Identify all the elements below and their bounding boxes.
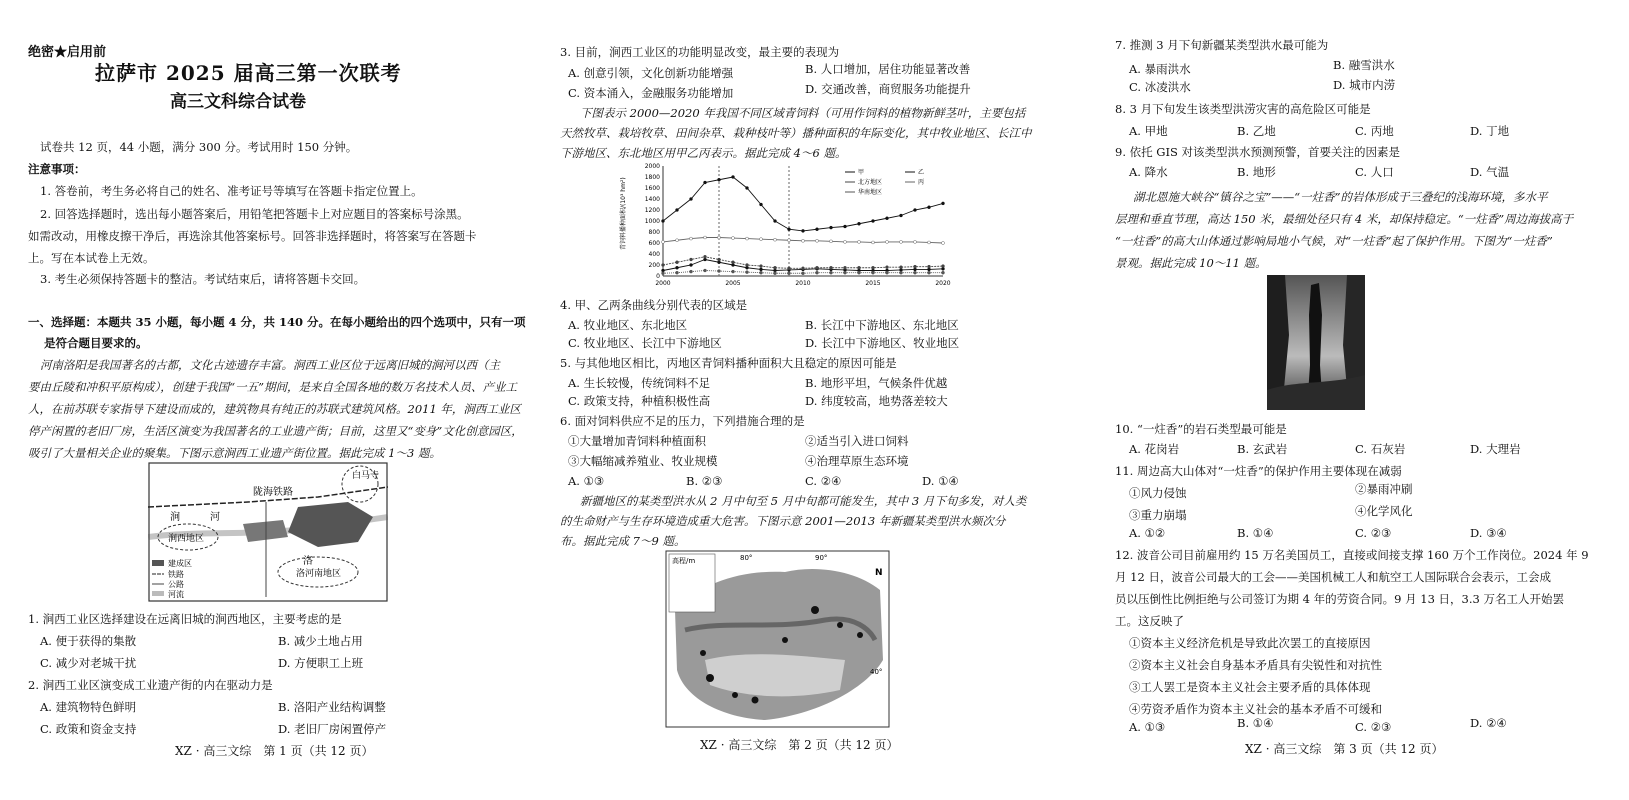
legend-river: 河流 (168, 590, 184, 599)
data-point (858, 240, 861, 243)
data-point (886, 217, 889, 220)
legend-label: 甲 (858, 169, 865, 176)
passage-line-2: 要由丘陵和冲积平原构成），创建于我国“一五”期间，是来自全国各地的数万名技术人员、产业工 (28, 380, 518, 394)
data-point (816, 228, 819, 231)
data-point (746, 271, 749, 274)
data-point (746, 187, 749, 190)
p2-passage-1: 下图表示 2000—2020 年我国不同区域青饲料（可用作饲料的植物新鲜茎叶，主要包括 (580, 106, 1026, 120)
data-point (830, 240, 833, 243)
q6-stem: 6. 面对饲料供应不足的压力，下列措施合理的是 (560, 414, 805, 428)
exam-title: 拉萨市 2025 届高三第一次联考 (95, 61, 402, 85)
q6-item-4: ④治理草原生态环境 (805, 454, 909, 468)
notice-heading: 注意事项： (28, 162, 86, 176)
notice-3: 3. 考生必须保持答题卡的整洁。考试结束后，请将答题卡交回。 (40, 272, 366, 286)
passage-line-4: 停产闲置的老旧厂房，生活区演变为我国著名的工业遗产街；目前，这里又“变身”文化创意园区， (28, 424, 523, 438)
q6-opt-d: D. ①④ (922, 474, 959, 488)
q3-opt-c: C. 资本涌入，金融服务功能增加 (568, 86, 734, 100)
legend-river-swatch (152, 591, 164, 596)
q1-opt-c: C. 减少对老城干扰 (40, 656, 137, 670)
data-point (872, 271, 875, 274)
lon-80-label: 80° (740, 554, 753, 562)
data-point (802, 229, 805, 232)
notice-2b: 如需改动，用橡皮擦干净后，再选涂其他答案标号。回答非选择题时，将答案写在答题卡 (28, 229, 477, 243)
data-point (872, 220, 875, 223)
q6-item-1: ①大量增加青饲料种植面积 (568, 434, 706, 448)
data-point (802, 267, 805, 270)
data-point (872, 266, 875, 269)
baima-label: 白马寺 (352, 471, 380, 481)
data-point (760, 203, 763, 206)
flood-dot (706, 674, 714, 682)
p2-passage-3: 下游地区、东北地区用甲乙丙表示。据此完成 4～6 题。 (560, 146, 847, 160)
q10-opt-d: D. 大理岩 (1470, 442, 1521, 456)
data-point (732, 261, 735, 264)
data-point (760, 238, 763, 241)
data-point (704, 181, 707, 184)
data-point (830, 271, 833, 274)
legend-label: 北方地区 (858, 179, 883, 186)
page-1 (0, 0, 560, 800)
x-tick-label: 2000 (655, 280, 671, 287)
x-tick-label: 2015 (865, 280, 881, 287)
q11-item-3: ③重力崩塌 (1129, 508, 1187, 522)
q6-opt-c: C. ②④ (805, 474, 842, 488)
lat-40-label: 40° (870, 668, 883, 676)
q6-opt-a: A. ①③ (568, 474, 605, 488)
p3-passage-2: 层理和垂直节理，高达 150 米，最细处径只有 4 米，却保持稳定。“一炷香”周边海拔高于 (1115, 212, 1574, 226)
p2-passage2-2: 的生命财产与生存环境造成重大危害。下图示意 2001—2013 年新疆某类型洪水频次分 (560, 514, 1006, 528)
page-2 (560, 0, 1115, 800)
data-point (788, 228, 791, 231)
legend-title: 高程/m (672, 557, 696, 565)
q5-opt-a: A. 生长较慢，传统饲料不足 (568, 376, 711, 390)
q7-opt-d: D. 城市内涝 (1333, 78, 1396, 92)
q4-opt-c: C. 牧业地区、长江中下游地区 (568, 336, 722, 350)
data-point (662, 220, 665, 223)
q8-opt-d: D. 丁地 (1470, 124, 1510, 138)
p2-passage2-1: 新疆地区的某类型洪水从 2 月中旬至 5 月中旬都可能发生，其中 3 月下旬多发，对人类 (580, 494, 1027, 508)
data-point (704, 236, 707, 239)
q8-opt-a: A. 甲地 (1129, 124, 1168, 138)
data-point (900, 266, 903, 269)
q4-opt-b: B. 长江中下游地区、东北地区 (805, 318, 959, 332)
data-point (774, 220, 777, 223)
flood-dot (782, 637, 788, 643)
legend-built-swatch (152, 560, 164, 566)
data-point (774, 238, 777, 241)
data-point (662, 240, 665, 243)
notice-1: 1. 答卷前，考生务必将自己的姓名、准考证号等填写在答题卡指定位置上。 (40, 184, 423, 198)
legend-label: 华南地区 (858, 189, 883, 196)
yizhuxiang-photo (1267, 275, 1365, 410)
flood-dot (700, 650, 706, 656)
river-label: 河 (210, 512, 220, 523)
q6-item-2: ②适当引入进口饲料 (805, 434, 909, 448)
q11-opt-b: B. ①④ (1237, 526, 1274, 540)
data-point (690, 258, 693, 261)
data-point (662, 264, 665, 267)
data-point (774, 272, 777, 275)
data-point (886, 266, 889, 269)
page-1-footer: XZ · 高三文综 第 1 页（共 12 页） (175, 744, 374, 758)
data-point (942, 242, 945, 245)
flood-dot (732, 692, 738, 698)
notice-2c: 上。写在本试卷上无效。 (28, 251, 155, 265)
flood-dot (752, 697, 759, 704)
data-point (858, 266, 861, 269)
data-point (718, 258, 721, 261)
q5-opt-b: B. 地形平坦，气候条件优越 (805, 376, 948, 390)
q11-item-4: ④化学风化 (1355, 504, 1413, 518)
flood-dot (811, 606, 819, 614)
data-point (844, 266, 847, 269)
luonan-label: 洛河南地区 (296, 569, 342, 579)
q1-opt-b: B. 减少土地占用 (278, 634, 363, 648)
q3-opt-b: B. 人口增加，居住功能显著改善 (805, 62, 971, 76)
y-tick-label: 1600 (644, 185, 660, 192)
flood-dot (857, 632, 863, 638)
p3-passage-4: 景观。据此完成 10～11 题。 (1115, 256, 1267, 270)
p2-passage2-3: 布。据此完成 7～9 题。 (560, 534, 686, 548)
p2-passage-2: 天然牧草、栽培牧草、田间杂草、栽种枝叶等）播种面积的年际变化，其中牧业地区、长江中 (560, 126, 1032, 140)
data-point (746, 237, 749, 240)
legend-road: 公路 (168, 580, 184, 589)
y-tick-label: 1200 (644, 207, 660, 214)
data-point (816, 239, 819, 242)
y-tick-label: 1800 (644, 174, 660, 181)
data-point (914, 271, 917, 274)
data-point (760, 271, 763, 274)
data-point (816, 271, 819, 274)
x-tick-label: 2005 (725, 280, 741, 287)
page-3 (1115, 0, 1629, 800)
data-point (858, 271, 861, 274)
feed-area-chart (615, 160, 955, 295)
q12-opt-b: B. ①④ (1237, 716, 1274, 730)
data-point (690, 198, 693, 201)
data-point (732, 270, 735, 273)
data-point (900, 240, 903, 243)
section-heading-2: 是符合题目要求的。 (44, 336, 148, 350)
q11-stem: 11. 周边高大山体对“一炷香”的保护作用主要体现在减弱 (1115, 464, 1402, 478)
q9-opt-c: C. 人口 (1355, 165, 1394, 179)
series-line-0 (663, 177, 943, 231)
q4-stem: 4. 甲、乙两条曲线分别代表的区域是 (560, 298, 748, 312)
data-point (830, 266, 833, 269)
q7-opt-a: A. 暴雨洪水 (1129, 62, 1191, 76)
jian-label: 涧 (170, 512, 180, 523)
q12-item-4: ④劳资矛盾作为资本主义社会的基本矛盾不可缓和 (1129, 702, 1382, 716)
page-2-footer: XZ · 高三文综 第 2 页（共 12 页） (700, 738, 899, 752)
data-point (942, 271, 945, 274)
data-point (900, 271, 903, 274)
q9-stem: 9. 依托 GIS 对该类型洪水预测预警，首要关注的因素是 (1115, 145, 1401, 159)
q3-stem: 3. 目前，涧西工业区的功能明显改变，最主要的表现为 (560, 45, 840, 59)
y-axis-label: 青饲料播种面积/(10³ hm²) (620, 177, 627, 250)
y-tick-label: 600 (648, 240, 660, 247)
flood-dot (837, 622, 843, 628)
data-point (732, 237, 735, 240)
data-point (802, 239, 805, 242)
data-point (760, 265, 763, 268)
q11-opt-c: C. ②③ (1355, 526, 1392, 540)
q2-stem: 2. 涧西工业区演变成工业遗产街的内在驱动力是 (28, 678, 273, 692)
q8-opt-c: C. 丙地 (1355, 124, 1394, 138)
data-point (690, 270, 693, 273)
data-point (774, 266, 777, 269)
data-point (704, 255, 707, 258)
q4-opt-d: D. 长江中下游地区、牧业地区 (805, 336, 960, 350)
data-point (704, 269, 707, 272)
q1-opt-a: A. 便于获得的集散 (40, 634, 137, 648)
q12-line-4: 工。这反映了 (1115, 614, 1184, 628)
q7-opt-c: C. 冰凌洪水 (1129, 80, 1191, 94)
xinjiang-flood-map (665, 550, 890, 728)
notice-2: 2. 回答选择题时，选出每小题答案后，用铅笔把答题卡上对应题目的答案标号涂黑。 (40, 207, 469, 221)
data-point (760, 268, 763, 271)
q1-opt-d: D. 方便职工上班 (278, 656, 364, 670)
data-point (718, 236, 721, 239)
data-point (942, 265, 945, 268)
data-point (844, 240, 847, 243)
q10-stem: 10. “一炷香”的岩石类型最可能是 (1115, 422, 1287, 436)
data-point (886, 271, 889, 274)
jianxi-label: 涧西地区 (168, 534, 205, 544)
data-point (928, 271, 931, 274)
q8-opt-b: B. 乙地 (1237, 124, 1276, 138)
y-tick-label: 1000 (644, 218, 660, 225)
data-point (788, 239, 791, 242)
y-tick-label: 2000 (644, 163, 660, 170)
q8-stem: 8. 3 月下旬发生该类型洪涝灾害的高危险区可能是 (1115, 102, 1371, 116)
data-point (718, 178, 721, 181)
exam-info: 试卷共 12 页，44 小题，满分 300 分。考试用时 150 分钟。 (40, 140, 358, 154)
data-point (844, 225, 847, 228)
section-heading: 一、选择题：本题共 35 小题，每小题 4 分，共 140 分。在每小题给出的四个选项中，只有一项 (28, 315, 526, 329)
q12-line-1: 12. 波音公司目前雇用约 15 万名美国员工，直接或间接支撑 160 万个工作岗位。2024 年 9 (1115, 548, 1589, 562)
q12-line-2: 月 12 日，波音公司最大的工会——美国机械工人和航空工人国际联合会表示，工会成 (1115, 570, 1551, 584)
q3-opt-a: A. 创意引领，文化创新功能增强 (568, 66, 734, 80)
q5-stem: 5. 与其他地区相比，丙地区青饲料播种面积大且稳定的原因可能是 (560, 356, 897, 370)
q4-opt-a: A. 牧业地区、东北地区 (568, 318, 688, 332)
legend-built: 建成区 (168, 559, 192, 568)
data-point (900, 214, 903, 217)
q10-opt-b: B. 玄武岩 (1237, 442, 1288, 456)
data-point (858, 222, 861, 225)
data-point (928, 265, 931, 268)
y-tick-label: 800 (648, 229, 660, 236)
q2-opt-a: A. 建筑物特色鲜明 (40, 700, 137, 714)
q12-opt-a: A. ①③ (1129, 720, 1166, 734)
q12-item-3: ③工人罢工是资本主义社会主要矛盾的具体体现 (1129, 680, 1371, 694)
data-point (914, 265, 917, 268)
x-tick-label: 2010 (795, 280, 811, 287)
p3-passage-1: 湖北恩施大峡谷“镇谷之宝”——“一炷香”的岩体形成于三叠纪的浅海环境，多水平 (1133, 190, 1548, 204)
passage-line-5: 吸引了大量相关企业的聚集。下图示意涧西工业遗产街位置。据此完成 1～3 题。 (28, 446, 441, 460)
data-point (802, 272, 805, 275)
q11-opt-a: A. ①② (1129, 526, 1166, 540)
series-group (662, 176, 945, 275)
page-3-footer: XZ · 高三文综 第 3 页（共 12 页） (1245, 742, 1444, 756)
q12-opt-d: D. ②④ (1470, 716, 1507, 730)
q9-opt-b: B. 地形 (1237, 165, 1276, 179)
jianxi-map (148, 462, 388, 602)
passage-line-1: 河南洛阳是我国著名的古都，文化古迹遗存丰富。涧西工业区位于远离旧城的涧河以西（主 (40, 358, 500, 372)
data-point (928, 241, 931, 244)
data-point (830, 226, 833, 229)
q6-item-3: ③大幅缩减养殖业、牧业规模 (568, 454, 718, 468)
data-point (676, 266, 679, 269)
p3-passage-3: “一炷香”的高大山体通过影响局地小气候，对“一炷香”起了保护作用。下图为“一炷香” (1115, 234, 1553, 248)
q3-opt-d: D. 交通改善，商贸服务功能提升 (805, 82, 971, 96)
q5-opt-c: C. 政策支持，种植积极性高 (568, 394, 711, 408)
q11-opt-d: D. ③④ (1470, 526, 1507, 540)
data-point (690, 264, 693, 267)
data-point (676, 271, 679, 274)
data-point (690, 237, 693, 240)
data-point (676, 261, 679, 264)
lon-90-label: 90° (815, 554, 828, 562)
legend-rail: 铁路 (168, 570, 184, 579)
y-tick-label: 400 (648, 251, 660, 258)
data-point (676, 209, 679, 212)
passage-line-3: 人，在前苏联专家指导下建设而成的，建筑物具有纯正的苏联式建筑风格。2011 年，涧西工业区 (28, 402, 521, 416)
data-point (746, 264, 749, 267)
data-point (816, 266, 819, 269)
q12-opt-c: C. ②③ (1355, 720, 1392, 734)
data-point (914, 209, 917, 212)
exam-subtitle: 高三文科综合试卷 (170, 92, 306, 112)
y-tick-label: 0 (656, 273, 660, 280)
data-point (676, 239, 679, 242)
q11-item-2: ②暴雨冲刷 (1355, 482, 1413, 496)
data-point (718, 270, 721, 273)
q12-item-2: ②资本主义社会自身基本矛盾具有尖锐性和对抗性 (1129, 658, 1382, 672)
q10-opt-a: A. 花岗岩 (1129, 442, 1180, 456)
legend-label: 乙 (918, 169, 925, 176)
data-point (732, 176, 735, 179)
q12-item-1: ①资本主义经济危机是导致此次罢工的直接原因 (1129, 636, 1371, 650)
q1-stem: 1. 涧西工业区选择建设在远离旧城的涧西地区，主要考虑的是 (28, 612, 342, 626)
data-point (914, 240, 917, 243)
luo-label: 洛 (303, 556, 313, 567)
data-point (788, 267, 791, 270)
q11-item-1: ①风力侵蚀 (1129, 486, 1187, 500)
q2-opt-d: D. 老旧厂房闲置停产 (278, 722, 387, 736)
data-point (928, 206, 931, 209)
legend-group (845, 168, 924, 196)
y-tick-label: 1400 (644, 196, 660, 203)
data-point (844, 271, 847, 274)
y-tick-label: 200 (648, 262, 660, 269)
north-arrow-label: N (875, 568, 883, 578)
x-tick-label: 2020 (935, 280, 951, 287)
q7-opt-b: B. 融雪洪水 (1333, 58, 1395, 72)
q10-opt-c: C. 石灰岩 (1355, 442, 1406, 456)
data-point (872, 241, 875, 244)
q6-opt-b: B. ②③ (686, 474, 723, 488)
legend-label: 丙 (918, 179, 925, 186)
q9-opt-a: A. 降水 (1129, 165, 1168, 179)
data-point (942, 202, 945, 205)
data-point (788, 272, 791, 275)
q9-opt-d: D. 气温 (1470, 165, 1510, 179)
q2-opt-c: C. 政策和资金支持 (40, 722, 137, 736)
secret-label: 绝密★启用前 (28, 45, 107, 60)
railway-label: 陇海铁路 (253, 487, 293, 498)
q7-stem: 7. 推测 3 月下旬新疆某类型洪水最可能为 (1115, 38, 1329, 52)
q5-opt-d: D. 纬度较高，地势落差较大 (805, 394, 948, 408)
q12-line-3: 员以压倒性比例拒绝与公司签订为期 4 年的劳资合同。9 月 13 日，3.3 万名工人开始罢 (1115, 592, 1564, 606)
data-point (886, 240, 889, 243)
q2-opt-b: B. 洛阳产业结构调整 (278, 700, 386, 714)
data-point (662, 272, 665, 275)
